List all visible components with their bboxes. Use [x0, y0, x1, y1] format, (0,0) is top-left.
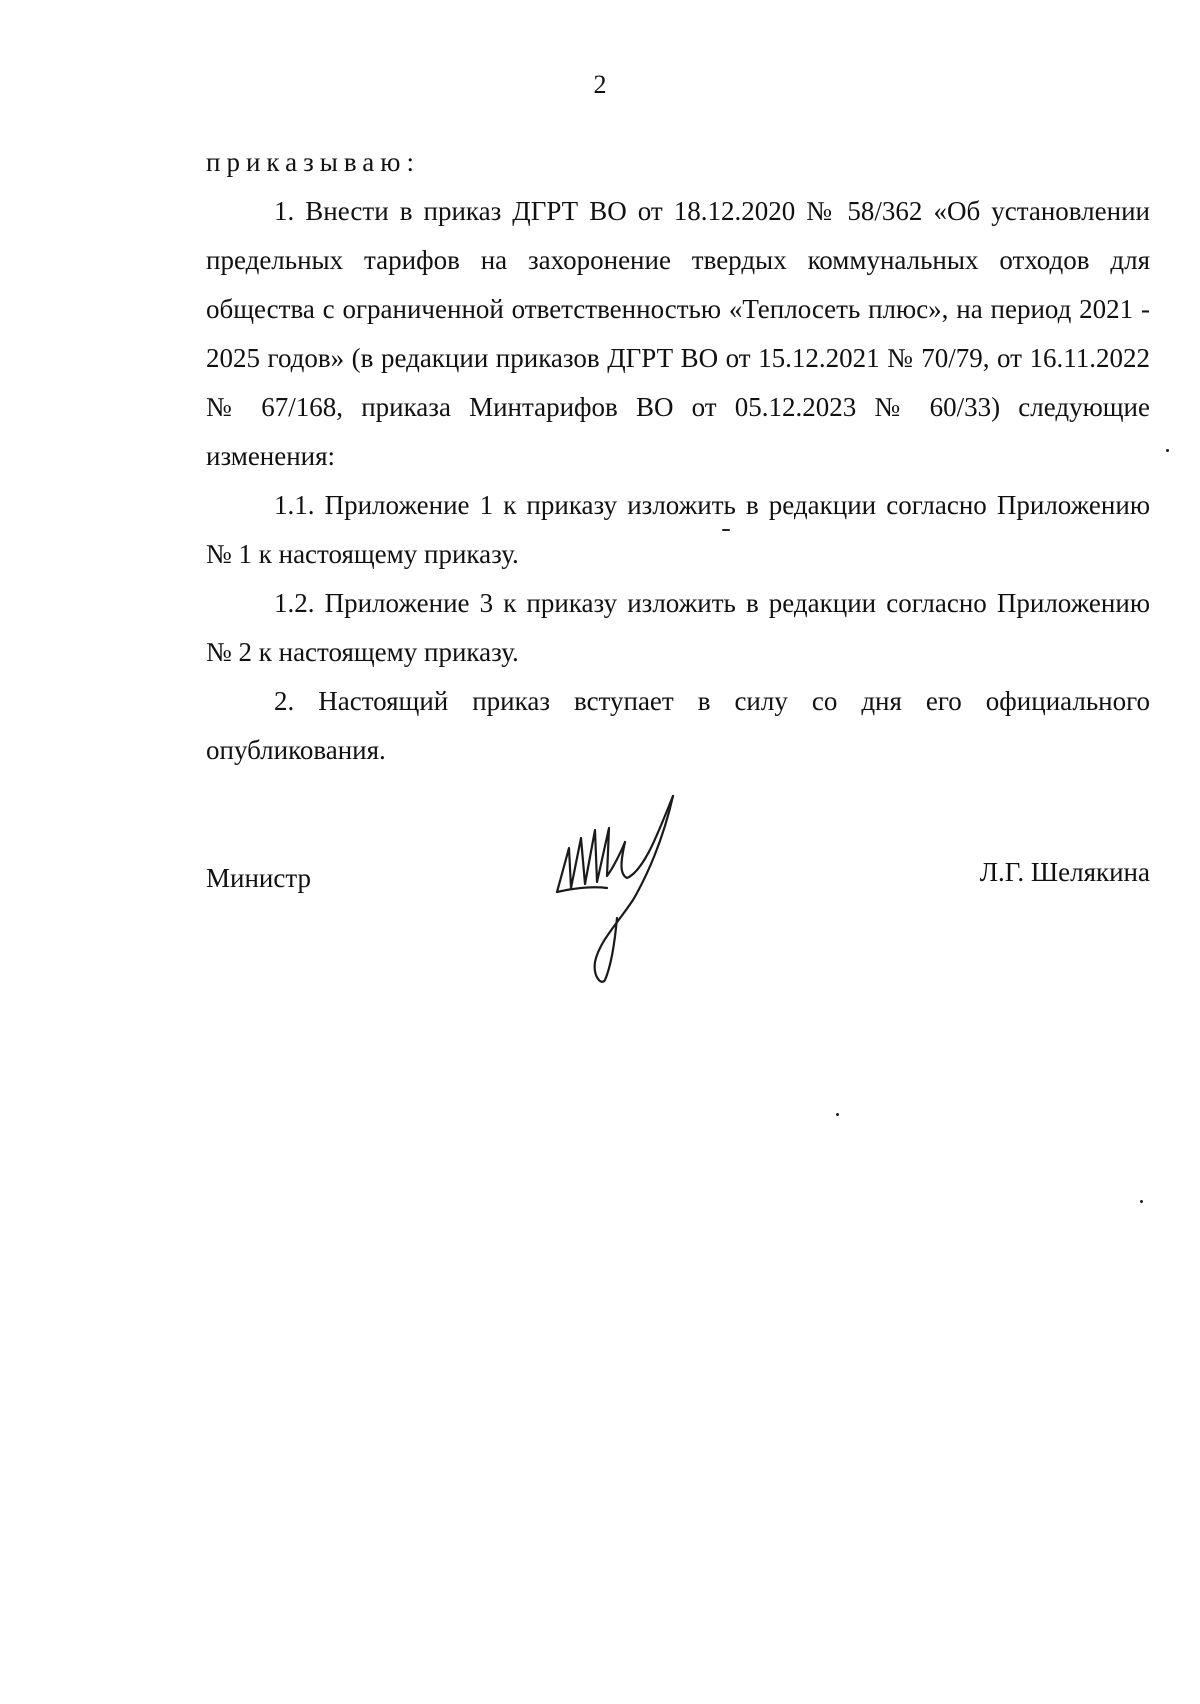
scan-speck — [1166, 449, 1169, 452]
paragraph-1-2: 1.2. Приложение 3 к приказу изложить в редакции согласно Приложению № 2 к настоящему приказу. — [206, 588, 1150, 667]
order-body — [206, 138, 1150, 775]
paragraph-1: 1. Внести в приказ ДГРТ ВО от 18.12.2020 № 58/362 «Об установлении предельных тарифов на захоронение твердых коммунальных отходов для общества с ограниченной ответственностью «Теплосеть плюс», на период 2021 - 2025 годов» (в редакции приказов ДГРТ ВО от 15.12.2021 № 70/79, от 16.11.2022 № 67/168, приказа Минтарифов ВО от 05.12.2023 № 60/33) следующие изменения: — [206, 196, 1150, 471]
order-preamble: приказываю: — [206, 147, 420, 177]
scan-speck — [1140, 1200, 1143, 1203]
paragraph-1-1: 1.1. Приложение 1 к приказу изложить в редакции согласно Приложению № 1 к настоящему приказу. — [206, 490, 1150, 569]
page-number: 2 — [593, 70, 607, 99]
signatory-title: Министр — [206, 863, 311, 893]
paragraph-2: 2. Настоящий приказ вступает в силу со дня его официального опубликования. — [206, 686, 1150, 765]
scan-speck — [836, 1113, 839, 1116]
scan-speck — [722, 529, 730, 531]
handwritten-signature-icon — [555, 790, 695, 990]
signatory-name: Л.Г. Шелякина — [979, 857, 1150, 887]
